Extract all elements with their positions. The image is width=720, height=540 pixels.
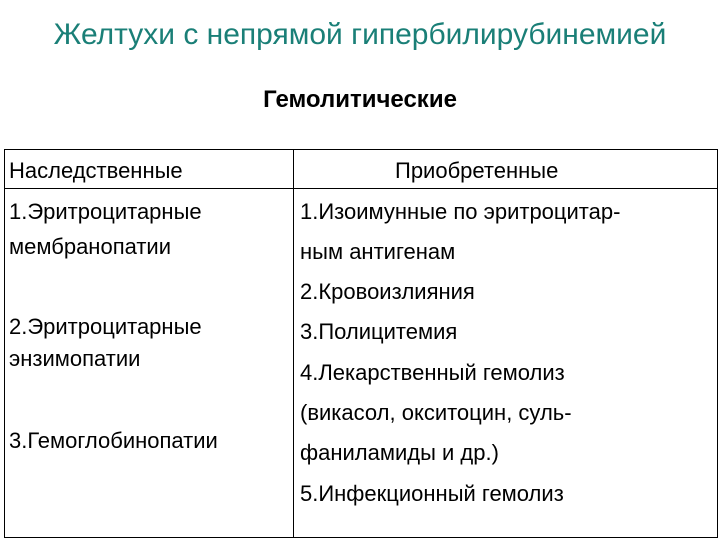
header-hereditary: Наследственные xyxy=(9,158,183,183)
header-row-divider xyxy=(5,188,717,189)
acquired-line: 5.Инфекционный гемолиз xyxy=(300,481,564,506)
page-title: Желтухи с непрямой гипербилирубинемией xyxy=(53,18,667,51)
left-item-1-line-2: мембранопатии xyxy=(9,234,172,259)
left-item-2-line-2: энзимопатии xyxy=(9,346,141,371)
acquired-line: 1.Изоимунные по эритроцитар- xyxy=(300,199,621,224)
column-divider xyxy=(293,150,294,537)
header-acquired: Приобретенные xyxy=(395,158,559,183)
acquired-line: 2.Кровоизлияния xyxy=(300,279,475,304)
acquired-line: 4.Лекарственный гемолиз xyxy=(300,360,565,385)
left-item-1-line-1: 1.Эритроцитарные xyxy=(9,199,202,224)
classification-table xyxy=(4,149,718,538)
acquired-line: фаниламиды и др.) xyxy=(300,440,499,465)
acquired-line: ным антигенам xyxy=(300,239,456,264)
left-item-2-line-1: 2.Эритроцитарные xyxy=(9,314,202,339)
section-subtitle: Гемолитические xyxy=(263,86,457,113)
left-item-3-line-1: 3.Гемоглобинопатии xyxy=(9,428,218,453)
acquired-line: 3.Полицитемия xyxy=(300,319,458,344)
acquired-line: (викасол, окситоцин, суль- xyxy=(300,400,572,425)
